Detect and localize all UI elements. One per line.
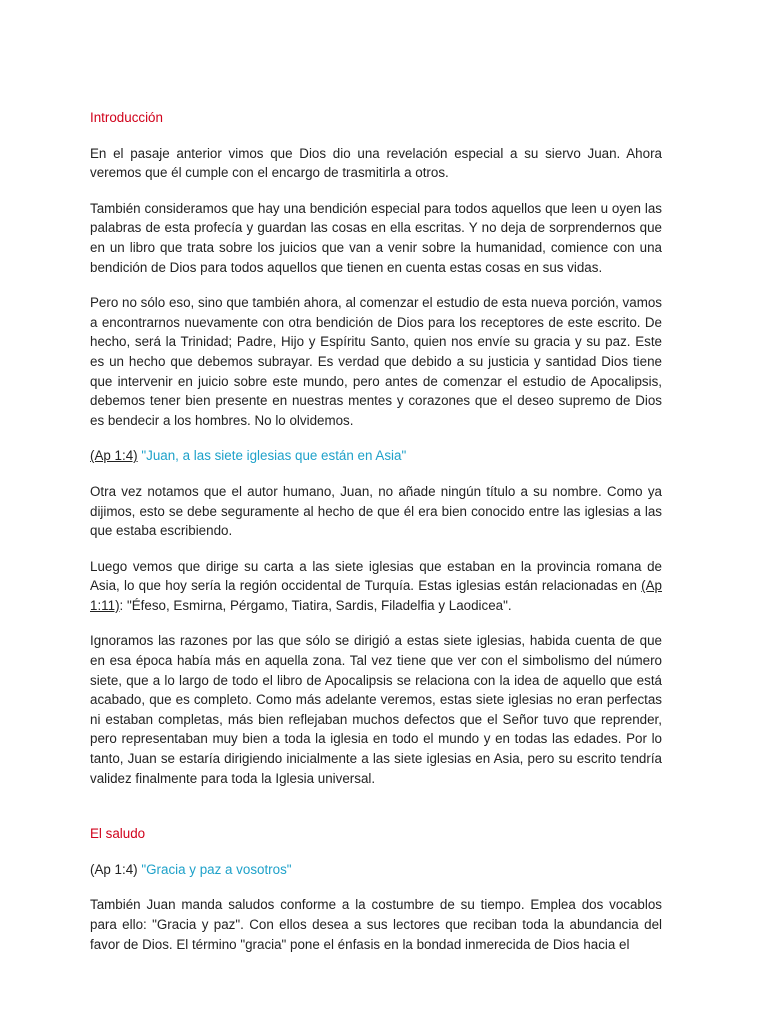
paragraph: Pero no sólo eso, sino que también ahora, al comenzar el estudio de esta nueva porción, vamos a encontrarnos nuevamente con otra bendición de Dios para los receptores de este escrito. De hecho, será la Trinidad; Padre, Hijo y Espíritu Santo, quien nos envíe su gracia y su paz. Este es un hecho que debemos subrayar. Es verdad que debido a su justicia y santidad Dios tiene que intervenir en juicio sobre este mundo, pero antes de comenzar el estudio de Apocalipsis, debemos tener bien presente en nuestras mentes y corazones que el deseo supremo de Dios es bendecir a los hombres. No lo olvidemos. bbox=[90, 295, 662, 428]
paragraph: También Juan manda saludos conforme a la costumbre de su tiempo. Emplea dos vocablos para ello: "Gracia y paz". Con ellos desea a sus lectores que reciban toda la abundancia del favor de Dios. El término "gracia" pone el énfasis en la bondad inmerecida de Dios hacia el bbox=[90, 897, 662, 952]
verse-citation bbox=[90, 446, 662, 466]
verse-reference: (Ap 1:4) bbox=[90, 861, 138, 877]
paragraph-text: Luego vemos que dirige su carta a las siete iglesias que estaban en la provincia romana de Asia, lo que hoy sería la región occidental de Turquía. Estas iglesias están relacionadas en bbox=[90, 558, 662, 594]
document-page bbox=[90, 108, 662, 970]
paragraph: Ignoramos las razones por las que sólo se dirigió a estas siete iglesias, habida cuenta de que en esa época había más en aquella zona. Tal vez tiene que ver con el simbolismo del número siete, que a lo largo de todo el libro de Apocalipsis se relaciona con la idea de aquello que está acabado, que es completo. Como más adelante veremos, estas siete iglesias no eran perfectas ni estaban completas, más bien reflejaban muchos defectos que el Señor tuvo que reprender, pero representaban muy bien a toda la iglesia en todo el mundo y en todas las edades. Por lo tanto, Juan se estaría dirigiendo inicialmente a las siete iglesias en Asia, pero su escrito tendría validez finalmente para toda la Iglesia universal. bbox=[90, 633, 662, 786]
paragraph: En el pasaje anterior vimos que Dios dio una revelación especial a su siervo Juan. Ahora veremos que él cumple con el encargo de trasmitirla a otros. bbox=[90, 145, 662, 181]
verse-reference-link[interactable]: (Ap 1:11) bbox=[90, 578, 662, 613]
section-heading-introduccion: Introducción bbox=[90, 110, 163, 125]
verse-quote: "Gracia y paz a vosotros" bbox=[141, 861, 292, 877]
paragraph: Otra vez notamos que el autor humano, Juan, no añade ningún título a su nombre. Como ya dijimos, esto se debe seguramente al hecho de que él era bien conocido entre las iglesias a las que estaba escribiendo. bbox=[90, 483, 662, 539]
paragraph: También consideramos que hay una bendición especial para todos aquellos que leen u oyen las palabras de esta profecía y guardan las cosas en ella escritas. Y no deja de sorprendernos que en un libro que trata sobre los juicios que van a venir sobre la humanidad, comience con una bendición de Dios para todos aquellos que tienen en cuenta estas cosas en sus vidas. bbox=[90, 200, 662, 275]
paragraph-text: : "Éfeso, Esmirna, Pérgamo, Tiatira, Sardis, Filadelfia y Laodicea". bbox=[119, 597, 512, 613]
verse-citation bbox=[90, 860, 662, 880]
paragraph bbox=[90, 557, 662, 616]
section-heading-saludo: El saludo bbox=[90, 826, 146, 842]
verse-reference-link[interactable]: (Ap 1:4) bbox=[90, 448, 138, 464]
verse-quote: "Juan, a las siete iglesias que están en Asia" bbox=[141, 448, 407, 464]
